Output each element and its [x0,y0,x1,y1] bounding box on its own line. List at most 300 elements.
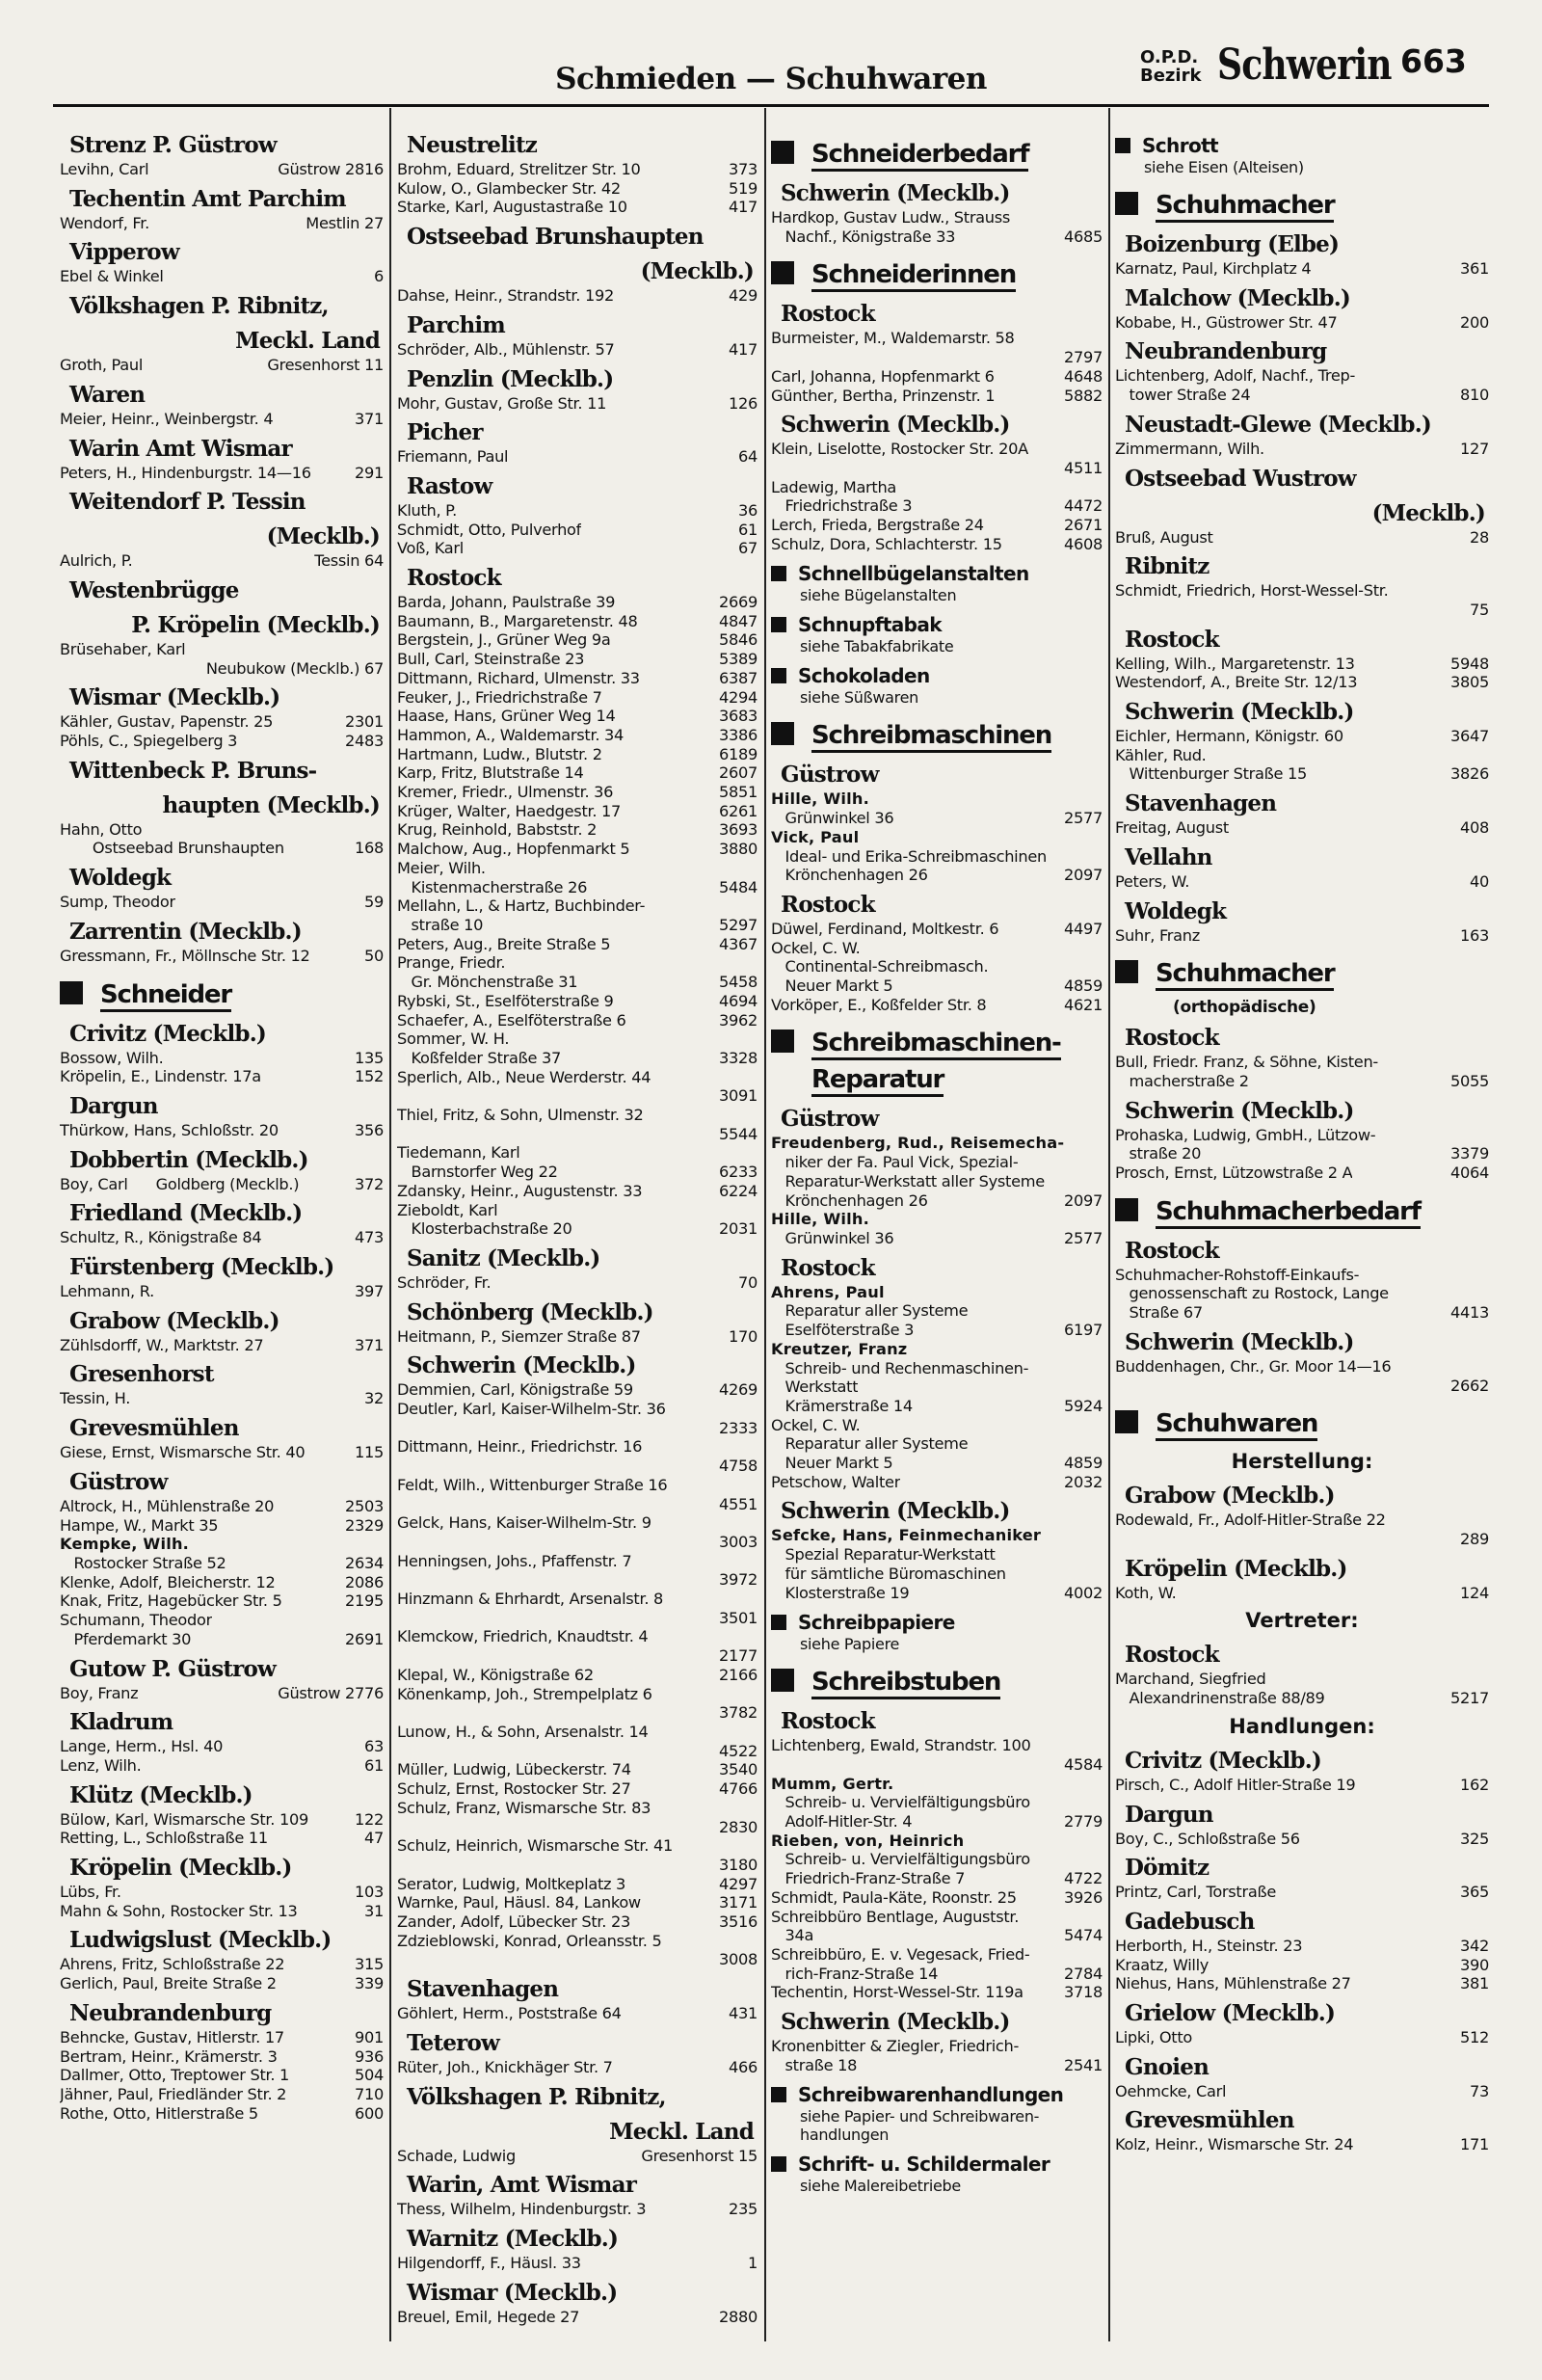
listing-entry [397,1799,758,1818]
entry-name: Grünwinkel 36 [771,1228,894,1247]
entry-name: Gr. Mönchenstraße 31 [397,973,578,992]
place-heading: Rastow [407,472,492,499]
listing-entry [1115,1937,1489,1956]
category-heading [1115,186,1489,225]
entry-phone [1097,1564,1103,1584]
entry-name: Hille, Wilh. [771,1210,869,1229]
entry-phone: 2097 [1064,1190,1103,1210]
entry-phone: 4269 [719,1380,758,1400]
listing-entry [1115,601,1489,620]
listing-entry [60,1121,384,1140]
entry-name: Continental-Schreibmasch. [771,957,989,976]
entry-name: Giese, Ernst, Wismarsche Str. 40 [60,1443,306,1462]
entry-name: Lerch, Frieda, Bergstraße 24 [771,516,984,535]
listing-entry [397,1163,758,1182]
entry-phone: 373 [729,160,758,178]
entry-phone: Tessin 64 [314,551,384,571]
listing-entry [397,340,758,360]
listing-entry [1115,655,1489,674]
listing-entry [397,1760,758,1779]
entry-phone: Mestlin 27 [306,213,384,232]
entry-phone: 126 [729,393,758,413]
entry-phone: 3826 [1450,764,1489,784]
place-heading: Gadebusch [1125,1908,1255,1935]
place-heading: Kladrum [69,1709,173,1736]
listing-entry [1115,1883,1489,1902]
place-heading: Völkshagen P. Ribnitz, [69,293,329,320]
listing-entry [771,1153,1103,1172]
listing-entry [397,1476,758,1495]
entry-phone: 901 [355,2027,384,2046]
entry-phone: 371 [355,1335,384,1354]
entry-name: Dahse, Heinr., Strandstr. 192 [397,286,614,306]
entry-phone: 127 [1460,439,1489,458]
entry-name: Demmien, Carl, Königstraße 59 [397,1380,633,1400]
category-heading [771,716,1103,755]
listing-entry [771,996,1103,1015]
entry-phone [1097,1908,1103,1927]
entry-name: Suhr, Franz [1115,925,1200,945]
entry-name: Bergstein, J., Grüner Weg 9a [397,630,611,650]
entry-phone [1483,1511,1489,1530]
place-heading: Waren [69,381,146,408]
entry-name: Voß, Karl [397,539,464,558]
entry-phone: 315 [355,1955,384,1974]
category-title: Schrift- u. Schildermaler [798,2153,1050,2177]
listing-entry [1115,2135,1489,2154]
listing-entry [397,859,758,878]
entry-phone: 342 [1460,1936,1489,1955]
entry-name: Schumann, Theodor [60,1611,212,1630]
entry-phone: 2086 [345,1572,384,1591]
listing-entry [397,935,758,954]
listing-entry [771,1850,1103,1869]
entry-phone: 61 [738,520,758,539]
listing-entry [60,2085,384,2104]
listing-entry [771,828,1103,847]
entry-name: Kröpelin, E., Lindenstr. 17a [60,1067,261,1086]
entry-name: Thiel, Fritz, & Sohn, Ulmenstr. 32 [397,1106,644,1125]
listing-entry [1115,1584,1489,1603]
place-heading: Grabow (Mecklb.) [69,1307,279,1334]
entry-phone [378,640,384,659]
entry-name: Schulz, Heinrich, Wismarsche Str. 41 [397,1836,673,1856]
entry-name: Krug, Reinhold, Babststr. 2 [397,820,598,840]
listing-entry [771,1584,1103,1603]
entry-phone: 2503 [345,1496,384,1515]
listing-entry [1115,1670,1489,1689]
category-heading-small [771,2082,1103,2107]
entry-name: Zdansky, Heinr., Augustenstr. 33 [397,1181,643,1200]
listing-entry [771,1321,1103,1340]
place-heading: Ribnitz [1125,553,1210,580]
listing-entry [397,1742,758,1761]
place-heading: Grielow (Mecklb.) [1125,2000,1336,2027]
entry-phone: 4621 [1064,995,1103,1014]
category-title: Schnupftabak [798,613,942,637]
entry-name: Vick, Paul [771,827,860,846]
square-bullet-icon [771,2156,786,2172]
entry-name: Mumm, Gertr. [771,1774,894,1793]
entry-phone [1097,1301,1103,1321]
square-bullet-icon [1115,192,1138,215]
category-heading-small [771,2152,1103,2177]
place-heading: (Mecklb.) [266,523,380,550]
category-title: Schreibmaschinen [811,721,1051,753]
entry-phone: 168 [355,839,384,858]
entry-name: Peters, Aug., Breite Straße 5 [397,934,611,953]
entry-name: Starke, Karl, Augustastraße 10 [397,198,627,217]
listing-entry [397,593,758,612]
listing-entry [60,1067,384,1086]
entry-phone: 75 [1470,600,1489,619]
entry-phone [1097,1134,1103,1153]
listing-entry [1115,2082,1489,2101]
entry-name: Tiedemann, Karl [397,1143,520,1163]
listing-entry [397,1495,758,1514]
entry-name: Barnstorfer Weg 22 [397,1163,558,1182]
entry-phone: 3008 [719,1950,758,1969]
place-heading: Sanitz (Mecklb.) [407,1244,600,1271]
entry-name: Reparatur aller Systeme [771,1301,969,1321]
place-heading: Meckl. Land [235,328,380,355]
entry-name: Hardkop, Gustav Ludw., Strauss [771,208,1011,227]
entry-phone [1097,478,1103,497]
listing-entry [60,2028,384,2047]
listing-entry [771,1454,1103,1473]
entry-name: Meier, Wilh. [397,858,486,877]
entry-name: Baumann, B., Margaretenstr. 48 [397,611,638,630]
entry-name: Boy, Franz [60,1683,139,1702]
place-heading: Rostock [1125,1025,1219,1052]
entry-phone: 5474 [1064,1926,1103,1945]
listing-entry [397,2200,758,2219]
place-heading: Rostock [781,1254,875,1281]
place-heading: Woldegk [1125,897,1227,924]
place-heading: haupten (Mecklb.) [162,791,380,818]
category-title: Schneiderbedarf [811,140,1028,172]
entry-phone: 3805 [1450,673,1489,692]
entry-name: Lunow, H., & Sohn, Arsenalstr. 14 [397,1723,649,1741]
listing-entry [771,2037,1103,2056]
listing-entry [60,2047,384,2067]
entry-phone: 6197 [1064,1321,1103,1340]
listing-entry [771,478,1103,497]
entry-phone: 200 [1460,312,1489,332]
category-heading-small [771,561,1103,586]
listing-entry [771,1812,1103,1832]
entry-phone: 32 [364,1389,384,1408]
entry-phone [378,820,384,840]
entry-name: rich-Franz-Straße 14 [771,1964,939,1983]
place-heading: Schwerin (Mecklb.) [781,1498,1010,1525]
listing-entry [397,2147,758,2166]
listing-entry [397,539,758,558]
entry-phone [752,1552,758,1571]
place-heading: Neustrelitz [407,132,538,158]
square-bullet-icon [771,566,786,581]
listing-entry [1115,1163,1489,1183]
listing-entry [771,1564,1103,1584]
listing-entry [771,1377,1103,1397]
square-bullet-icon [771,1030,794,1053]
entry-phone: 2671 [1064,516,1103,535]
listing-entry [397,1030,758,1049]
entry-phone [378,1535,384,1554]
entry-name: Kremer, Friedr., Ulmenstr. 36 [397,783,614,802]
entry-phone: 2669 [719,593,758,612]
entry-name: Ockel, C. W. [771,938,861,957]
listing-entry [397,521,758,540]
entry-phone [1097,208,1103,227]
listing-entry [771,208,1103,227]
listing-entry [397,160,758,179]
place-heading: Dobbertin (Mecklb.) [69,1146,308,1173]
entry-phone [752,1068,758,1087]
entry-name: Schmidt, Otto, Pulverhof [397,520,582,539]
entry-name: Hartmann, Ludw., Blutstr. 2 [397,744,602,763]
entry-name: Bull, Friedr. Franz, & Söhne, Kisten- [1115,1053,1378,1072]
entry-name: Kobabe, H., Güstrower Str. 47 [1115,312,1338,332]
entry-name: für sämtliche Büromaschinen [771,1564,1006,1583]
entry-name: Karnatz, Paul, Kirchplatz 4 [1115,259,1312,278]
listing-entry [1115,1053,1489,1072]
listing-entry [771,227,1103,247]
listing-entry [60,1630,384,1649]
entry-phone: 6189 [719,744,758,763]
see-reference: siehe Bügelanstalten [800,586,957,605]
listing-entry [397,820,758,840]
entry-phone: 473 [355,1228,384,1247]
entry-phone: Güstrow 2776 [278,1683,384,1702]
listing-entry [771,1869,1103,1888]
entry-phone: 4472 [1064,496,1103,516]
place-heading: Ostseebad Brunshaupten [407,224,704,251]
see-reference: siehe Malereibetriebe [800,2177,961,2196]
place-heading: Klütz (Mecklb.) [69,1781,253,1808]
entry-name: Klein, Liselotte, Rostocker Str. 20A [771,440,1028,459]
place-heading: Parchim [407,311,505,338]
place-heading: Malchow (Mecklb.) [1125,284,1350,311]
category-title: Schneiderinnen [811,260,1016,292]
entry-name: Levihn, Carl [60,160,149,178]
place-heading: Vellahn [1125,843,1212,870]
listing-entry [771,2056,1103,2075]
entry-name: Zimmermann, Wilh. [1115,439,1264,458]
listing-entry [397,1533,758,1552]
entry-phone: 2333 [719,1418,758,1437]
listing-entry [397,916,758,935]
entry-phone: 2195 [345,1591,384,1611]
entry-name: niker der Fa. Paul Vick, Spezial- [771,1153,1019,1172]
entry-name: Gressmann, Fr., Möllnsche Str. 12 [60,946,310,965]
entry-phone: 2577 [1064,1228,1103,1247]
listing-entry [60,1497,384,1516]
listing-entry [771,1965,1103,1984]
listing-entry [771,1945,1103,1965]
entry-phone: 3972 [719,1570,758,1590]
listing-entry [397,1513,758,1533]
listing-entry [1115,259,1489,279]
place-heading: Rostock [1125,626,1219,653]
listing-entry [60,893,384,912]
listing-entry [1115,1776,1489,1795]
entry-name: Krämerstraße 14 [771,1396,913,1415]
entry-phone: 4859 [1064,976,1103,996]
entry-name: Freitag, August [1115,818,1229,838]
entry-name: Schultz, R., Königstraße 84 [60,1228,262,1247]
entry-name: Rostocker Straße 52 [60,1553,226,1572]
square-bullet-icon [771,2087,786,2102]
category-title: Schuhwaren [1156,1409,1317,1441]
listing-entry [397,1570,758,1590]
listing-entry [397,953,758,973]
entry-phone: 122 [355,1809,384,1829]
entry-phone: 171 [1460,2135,1489,2154]
column-divider [389,108,391,2341]
entry-name: Lipki, Otto [1115,2028,1192,2047]
entry-phone: Gresenhorst 11 [267,356,384,375]
listing-entry [397,763,758,783]
entry-phone [1097,847,1103,867]
listing-entry [771,440,1103,459]
entry-phone: 5217 [1450,1689,1489,1708]
entry-phone: 2784 [1064,1964,1103,1983]
category-heading [771,1060,1103,1099]
listing-entry [771,516,1103,535]
listing-entry [397,1609,758,1628]
entry-phone: 162 [1460,1775,1489,1794]
entry-phone [752,1201,758,1220]
entry-name: Kähler, Gustav, Papenstr. 25 [60,712,274,732]
listing-entry [397,2308,758,2327]
listing-entry [397,1437,758,1457]
listing-entry [771,1983,1103,2002]
entry-phone [752,1143,758,1163]
entry-phone: 2691 [345,1629,384,1648]
entry-phone: Gresenhorst 15 [641,2146,758,2165]
entry-name: Bülow, Karl, Wismarsche Str. 109 [60,1809,308,1829]
listing-entry [771,1473,1103,1492]
category-title: Schuhmacherbedarf [1156,1197,1421,1229]
entry-phone: 170 [729,1326,758,1346]
entry-phone: 5851 [719,783,758,802]
listing-entry [397,1182,758,1201]
listing-entry [771,496,1103,516]
entry-phone: 3171 [719,1893,758,1912]
entry-phone [1483,1126,1489,1145]
listing-entry [397,1836,758,1856]
entry-name: Freudenberg, Rud., Reisemecha- [771,1134,1065,1153]
entry-name: Prohaska, Ludwig, GmbH., Lützow- [1115,1125,1376,1144]
entry-name: Barda, Johann, Paulstraße 39 [397,593,616,612]
place-heading: Warnitz (Mecklb.) [407,2225,619,2252]
entry-name: Boy, Carl Goldberg (Mecklb.) [60,1174,300,1193]
entry-phone [1097,1775,1103,1794]
listing-entry [771,348,1103,367]
listing-entry [60,1175,384,1194]
listing-entry [60,551,384,571]
entry-phone: 115 [355,1443,384,1462]
listing-entry [60,1282,384,1301]
listing-entry [60,1535,384,1554]
entry-phone: 4297 [719,1874,758,1893]
entry-name: Ostseebad Brunshaupten [60,839,284,858]
entry-name: Werkstatt [771,1377,859,1397]
entry-phone: 4511 [1064,458,1103,477]
entry-name: Sommer, W. H. [397,1030,510,1049]
place-heading: Teterow [407,2029,500,2056]
square-bullet-icon [1115,960,1138,983]
category-title: Schrott [1142,134,1219,157]
category-title: Reparatur [811,1065,944,1097]
entry-name: Ideal- und Erika-Schreibmaschinen [771,846,1047,866]
entry-phone [1097,440,1103,459]
listing-entry [771,1926,1103,1945]
category-title: Schreibpapiere [798,1611,955,1635]
listing-entry [397,1552,758,1571]
entry-phone: 2779 [1064,1812,1103,1832]
entry-name: Dittmann, Heinr., Friedrichstr. 16 [397,1437,643,1457]
entry-phone: 2301 [345,712,384,732]
entry-name: Printz, Carl, Torstraße [1115,1883,1276,1902]
listing-entry [1115,1530,1489,1549]
listing-entry [397,783,758,802]
listing-entry [60,712,384,732]
entry-name: Gelck, Hans, Kaiser-Wilhelm-Str. 9 [397,1513,651,1533]
subsection-heading: Vertreter: [1245,1609,1359,1633]
place-heading: Güstrow [781,1106,879,1133]
entry-name: Kähler, Rud. [1115,745,1207,764]
square-bullet-icon [771,722,794,745]
listing-entry [397,1419,758,1438]
entry-phone: 4648 [1064,366,1103,386]
listing-entry [1115,764,1489,784]
entry-phone: 2662 [1450,1376,1489,1395]
entry-phone: 2830 [719,1817,758,1836]
entry-name: Thess, Wilhelm, Hindenburgstr. 3 [397,2200,647,2219]
listing-entry [771,847,1103,867]
place-heading: Penzlin (Mecklb.) [407,365,614,392]
entry-phone [1483,1357,1489,1377]
entry-name: Lehmann, R. [60,1282,154,1301]
entry-phone: 4294 [719,687,758,707]
entry-phone: 4367 [719,934,758,953]
entry-phone: 5389 [719,650,758,669]
listing-entry [1115,1377,1489,1396]
entry-name: Jähner, Paul, Friedländer Str. 2 [60,2084,287,2103]
entry-phone: 5544 [719,1124,758,1143]
entry-phone: 2577 [1064,809,1103,828]
place-heading: Fürstenberg (Mecklb.) [69,1254,334,1281]
place-heading: Rostock [781,301,875,328]
category-heading-small [771,612,1103,637]
entry-phone: 417 [729,339,758,359]
entry-name: Carl, Johanna, Hopfenmarkt 6 [771,366,995,386]
listing-entry [397,2254,758,2273]
category-heading-small [1115,133,1489,158]
entry-phone: 40 [1470,871,1489,891]
entry-name: Friedrich-Franz-Straße 7 [771,1869,966,1888]
entry-phone: 6224 [719,1181,758,1200]
listing-entry [397,612,758,631]
listing-entry [1115,1956,1489,1975]
entry-phone: 4694 [719,991,758,1010]
listing-entry [397,669,758,688]
entry-phone: 31 [364,1901,384,1920]
listing-entry [771,1340,1103,1359]
listing-entry [60,1684,384,1703]
